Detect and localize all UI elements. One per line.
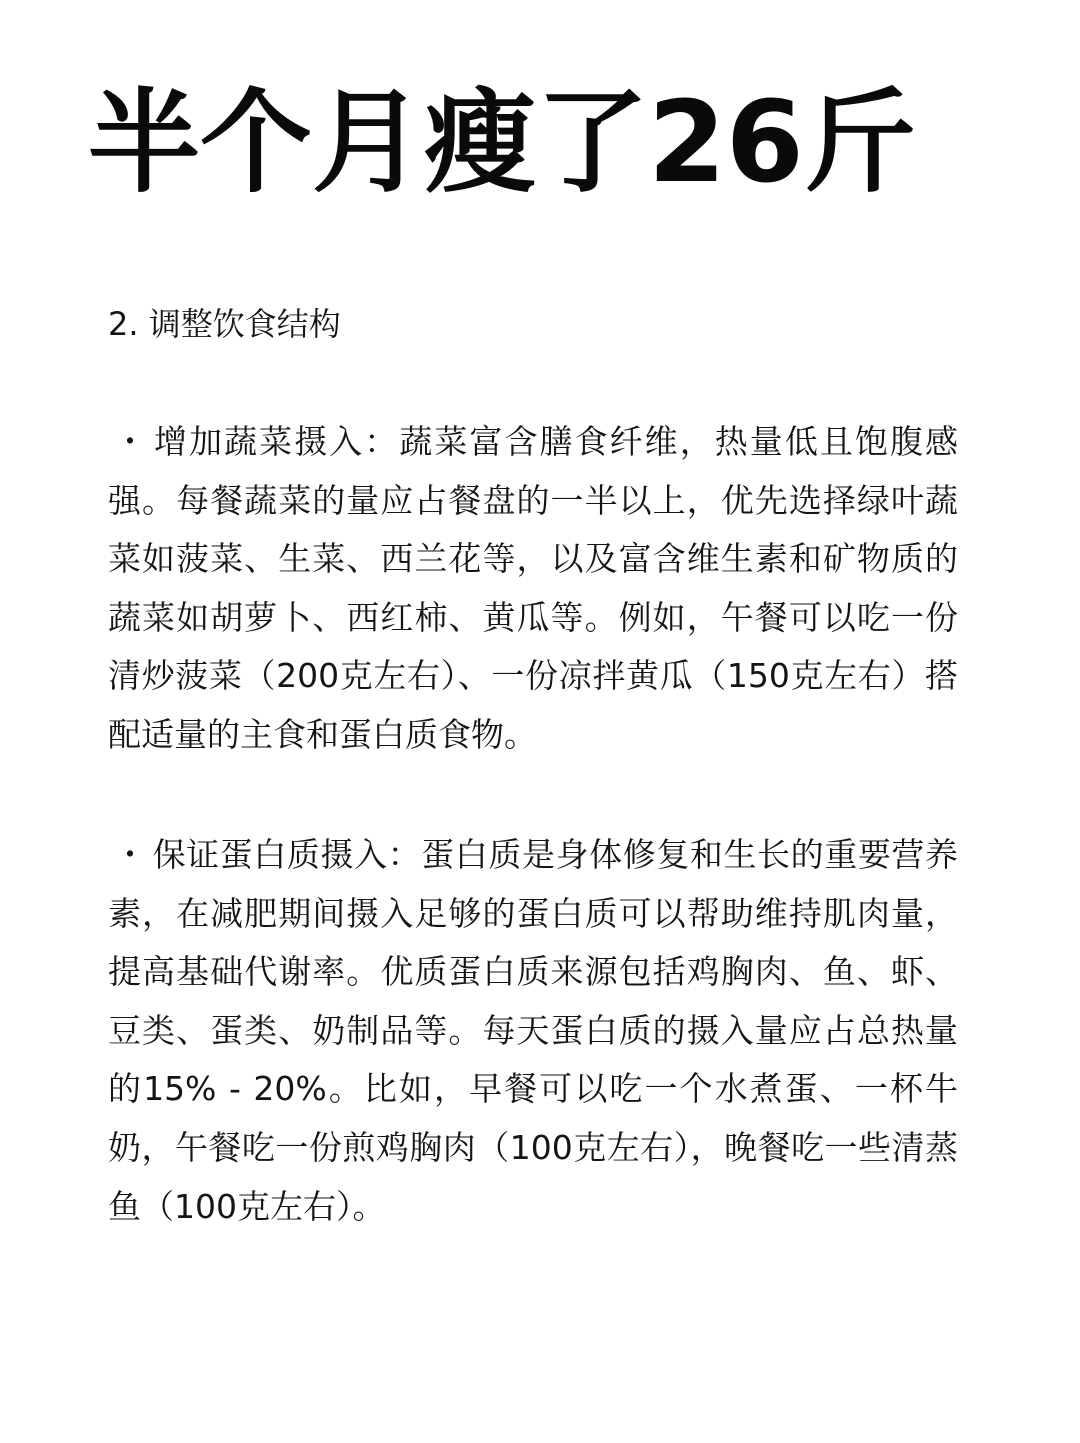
bullet-icon: ・ [113, 422, 147, 461]
paragraph-text: 保证蛋白质摄入：蛋白质是身体修复和生长的重要营养素，在减肥期间摄入足够的蛋白质可以帮助维持肌肉量，提高基础代谢率。优质蛋白质来源包括鸡胸肉、鱼、虾、豆类、蛋类、奶制品等。每天蛋白质的摄入量应占总热量的15% - 20%。比如，早餐可以吃一个水煮蛋、一杯牛奶，午餐吃一份煎鸡胸肉（100克左右），晚餐吃一些清蒸鱼（100克左右）。 [108, 835, 958, 1226]
paragraph-protein [108, 826, 958, 1236]
bullet-icon: ・ [113, 835, 147, 874]
page-title: 半个月瘦了26斤 [88, 78, 916, 208]
section-heading: 2. 调整饮食结构 [108, 305, 341, 343]
paragraph-text: 增加蔬菜摄入：蔬菜富含膳食纤维，热量低且饱腹感强。每餐蔬菜的量应占餐盘的一半以上，优先选择绿叶蔬菜如菠菜、生菜、西兰花等，以及富含维生素和矿物质的蔬菜如胡萝卜、西红柿、黄瓜等。例如，午餐可以吃一份清炒菠菜（200克左右）、一份凉拌黄瓜（150克左右）搭配适量的主食和蛋白质食物。 [108, 422, 958, 754]
paragraph-vegetables [108, 413, 958, 765]
